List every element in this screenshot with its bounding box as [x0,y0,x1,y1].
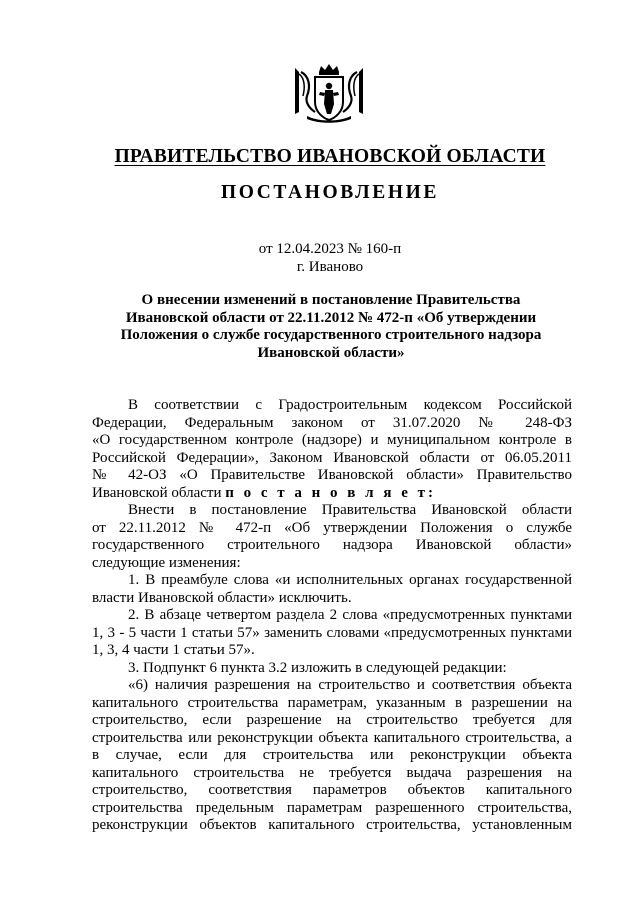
body-line: капитального строительства параметрам, указанным в разрешении на [92,694,572,711]
body-line: реконструкции объектов капитального строительства, установленным [92,817,572,833]
body-line: 1. В преамбуле слова «и исполнительных органах государственной [128,572,572,588]
body-line: Федерации, Федеральным законом от 31.07.2020 № 248-ФЗ [92,414,572,431]
document-type-heading: ПОСТАНОВЛЕНИЕ [220,182,440,203]
body-line: 3. Подпункт 6 пункта 3.2 изложить в следующей редакции: [128,659,507,676]
body-line: Российской Федерации», Законом Ивановской области от 06.05.2011 [92,449,572,466]
body-line: 1, 3, 4 части 1 статьи 57». [92,642,255,658]
body-line: от 22.11.2012 № 472-п «Об утверждении Положения о службе [92,519,572,536]
subject-line: О внесении изменений в постановление Правительства [141,292,521,308]
body-line: 2. В абзаце четвертом раздела 2 слова «предусмотренных пунктами [128,607,572,623]
subject-line: Ивановской области от 22.11.2012 № 472-п «Об утверждении [125,309,537,326]
body-line: «О государственном контроле (надзоре) и муниципальном контроле в [92,432,572,448]
resolves-keyword: п о с т а н о в л я е т: [225,484,436,501]
body-line: «6) наличия разрешения на строительство и соответствия объекта [128,677,572,693]
coat-of-arms-emblem [293,62,365,124]
government-title: ПРАВИТЕЛЬСТВО ИВАНОВСКОЙ ОБЛАСТИ [114,146,546,167]
body-line: государственного строительного надзора Ивановской области» [92,537,572,553]
subject-line: Ивановской области» [257,344,405,361]
body-line: В соответствии с Градостроительным кодексом Российской [128,397,572,413]
body-line: следующие изменения: [92,554,241,571]
body-line: строительства или реконструкции объекта капитального строительства, а [92,729,572,746]
body-line: власти Ивановской области» исключить. [92,589,352,606]
document-date-number: от 12.04.2023 № 160-п [258,241,402,257]
subject-line: Положения о службе государственного строительного надзора [120,327,542,343]
body-line: 1, 3 - 5 части 1 статьи 57» заменить словами «предусмотренных пунктами [92,624,572,641]
body-line: № 42-ОЗ «О Правительстве Ивановской области» Правительство [92,467,572,483]
body-line: строительство, если разрешение на строительство требуется для [92,712,572,728]
body-line: капитального строительства не требуется выдача разрешения на [92,764,572,781]
body-line: строительства предельным параметрам разрешенного строительства, [92,799,572,816]
document-body [92,397,572,835]
body-line: строительство, соответствия параметров объектов капитального [92,782,572,798]
document-city: г. Иваново [296,259,364,275]
body-line-text: Ивановской области [92,484,222,501]
document-subject [92,292,570,362]
body-line [92,485,572,503]
body-line: в случае, если для строительства или реконструкции объекта [92,747,572,763]
body-line: Внести в постановление Правительства Ивановской области [128,502,572,518]
